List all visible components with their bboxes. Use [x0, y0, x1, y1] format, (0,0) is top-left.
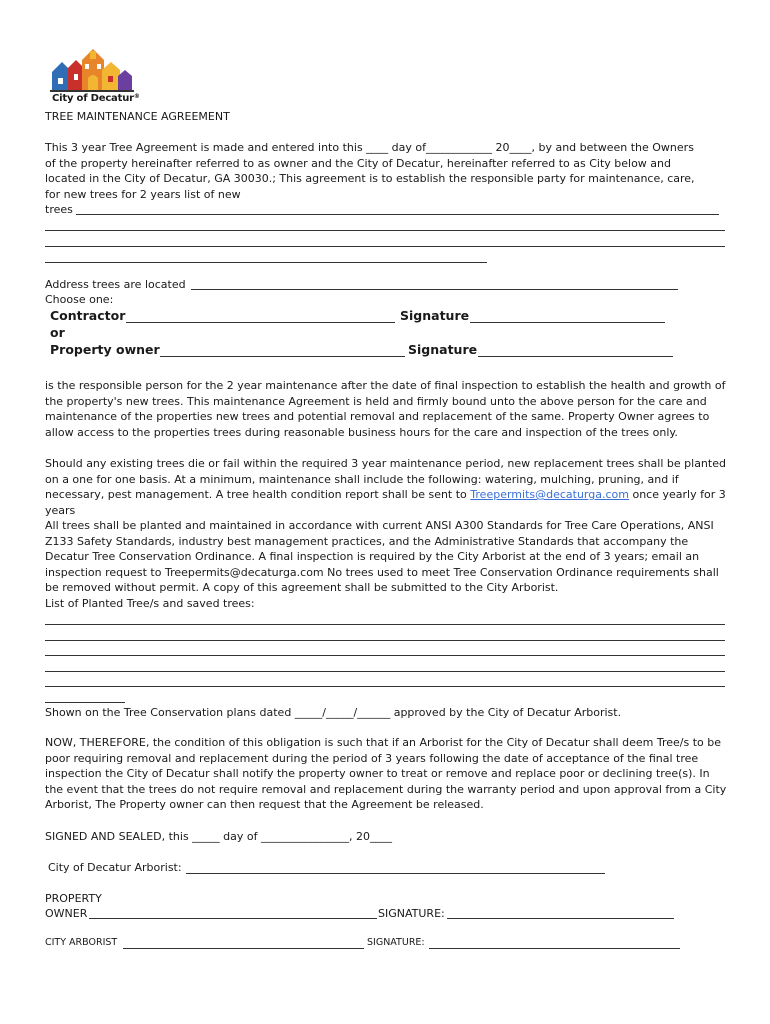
owner-signature-label: Signature: [408, 342, 478, 357]
replacement-text: Should any existing trees die or fail within the required 3 year maintenance period, new replacement trees shall be planted on a one for one basis. At a minimum, maintenance shall include the following: watering, mulching, pruning, and if necessary, pest management. A tree health condition report shall be sent to: [45, 457, 726, 501]
trees-list-line-2[interactable]: [45, 230, 725, 231]
responsibility-paragraph: is the responsible person for the 2 year maintenance after the date of final inspection to establish the health and growth of the property's new trees. This maintenance Agreement is held and firmly bound unto the above person for the care and maintenance of the properties new trees and potential removal and replacement of the same. Property Owner agrees to allow access to the properties trees during reasonable business hours for the care and inspection of the trees only.: [45, 379, 726, 439]
document-title: TREE MAINTENANCE AGREEMENT: [45, 110, 230, 123]
property-owner-field[interactable]: [160, 356, 405, 357]
or-label: or: [50, 325, 65, 340]
intro-line-1: This 3 year Tree Agreement is made and entered into this ____ day of____________ 20____, by and between the Owners: [45, 141, 694, 154]
final-owner-signature-field[interactable]: [447, 918, 674, 919]
planted-trees-line-3[interactable]: [45, 655, 725, 656]
address-field[interactable]: [191, 289, 678, 290]
replacement-text-end: once yearly for 3 years: [45, 488, 726, 517]
contractor-label: Contractor: [50, 308, 126, 323]
final-owner-signature-label: SIGNATURE:: [378, 907, 445, 920]
final-arborist-signature-label: SIGNATURE:: [367, 937, 425, 948]
choose-one-label: Choose one:: [45, 293, 114, 306]
logo-text: City of Decatur: [52, 93, 134, 104]
intro-line-2: of the property hereinafter referred to as owner and the City of Decatur, hereinafter referred to as City below and: [45, 157, 671, 170]
owner-signature-field[interactable]: [478, 356, 673, 357]
property-owner-label: Property owner: [50, 342, 160, 357]
final-arborist-field[interactable]: [123, 948, 364, 949]
city-arborist-caps-label: CITY ARBORIST: [45, 937, 118, 948]
planted-trees-line-5[interactable]: [45, 686, 725, 687]
contractor-signature-field[interactable]: [470, 322, 665, 323]
city-arborist-label: City of Decatur Arborist:: [48, 861, 182, 874]
contractor-field[interactable]: [126, 322, 395, 323]
planted-trees-label: List of Planted Tree/s and saved trees:: [45, 597, 255, 610]
trees-list-line-4[interactable]: [45, 262, 487, 263]
final-owner-field[interactable]: [89, 918, 377, 919]
plans-dated-line: Shown on the Tree Conservation plans dated _____/_____/______ approved by the City of Decatur Arborist.: [45, 706, 622, 719]
treepermits-email-link[interactable]: Treepermits@decaturga.com: [470, 488, 629, 501]
final-arborist-signature-field[interactable]: [429, 948, 680, 949]
planted-trees-line-2[interactable]: [45, 640, 725, 641]
logo-registered-mark: ®: [133, 93, 140, 100]
standards-paragraph: All trees shall be planted and maintained in accordance with current ANSI A300 Standards for Tree Care Operations, ANSI Z133 Safety Standards, industry best management practices, and the Administrative Standards that accompany the Decatur Tree Conservation Ordinance. A final inspection is required by the City Arborist at the end of 3 years; email an inspection request to Treepermits@decaturga.com No trees used to meet Tree Conservation Ordinance requirements shall be removed without permit. A copy of this agreement shall be submitted to the City Arborist.: [45, 519, 719, 594]
planted-trees-line-1[interactable]: [45, 624, 725, 625]
signed-sealed-line: SIGNED AND SEALED, this _____ day of ________________, 20____: [45, 830, 392, 843]
city-arborist-field[interactable]: [186, 873, 605, 874]
contractor-signature-label: Signature: [400, 308, 470, 323]
address-label: Address trees are located: [45, 278, 186, 291]
planted-trees-line-4[interactable]: [45, 671, 725, 672]
intro-line-4: for new trees for 2 years list of new: [45, 188, 241, 201]
now-therefore-paragraph: NOW, THEREFORE, the condition of this obligation is such that if an Arborist for the City of Decatur shall deem Tree/s to be poor requiring removal and replacement during the period of 3 years following the date of acceptance of the final tree inspection the City of Decatur shall notify the property owner to treat or remove and replace poor or declining tree(s). In the event that the trees do not require removal and replacement during the warranty period and upon approval from a City Arborist, The Property owner can then request that the Agreement be released.: [45, 736, 727, 811]
trees-list-line-3[interactable]: [45, 246, 725, 247]
city-of-decatur-logo: [48, 46, 140, 112]
planted-trees-line-6[interactable]: [45, 702, 125, 703]
trees-list-line-1[interactable]: [76, 214, 719, 215]
replacement-paragraph: [45, 456, 729, 518]
intro-line-5: trees: [45, 203, 73, 216]
intro-line-3: located in the City of Decatur, GA 30030.; This agreement is to establish the responsible party for maintenance, care,: [45, 172, 695, 185]
property-label: PROPERTY: [45, 892, 102, 905]
owner-label: OWNER: [45, 907, 88, 920]
